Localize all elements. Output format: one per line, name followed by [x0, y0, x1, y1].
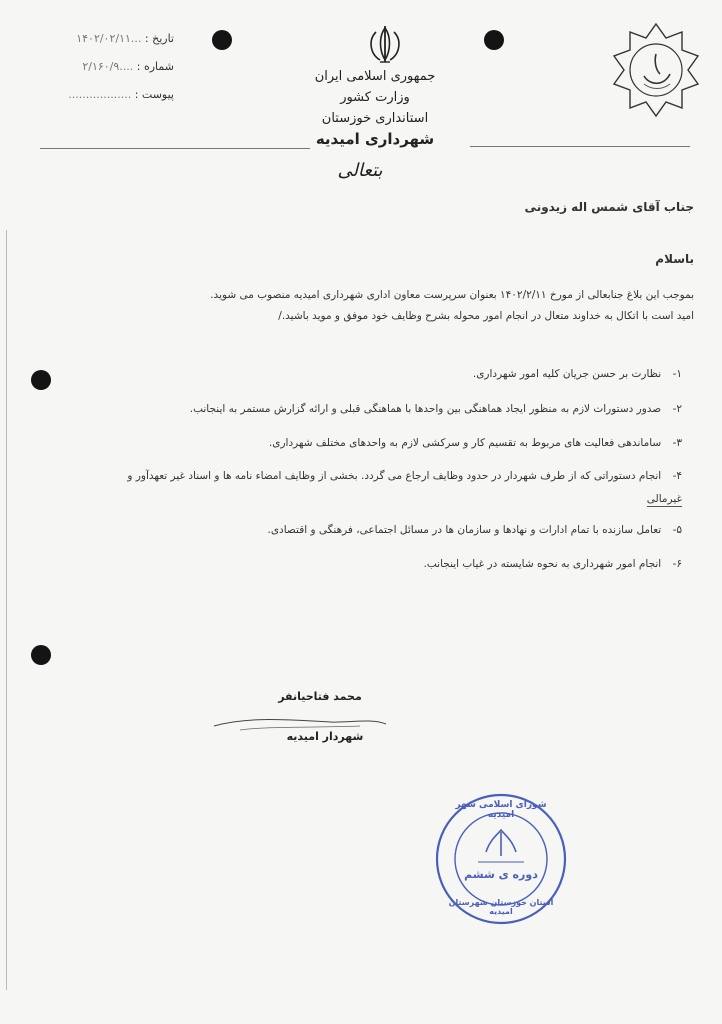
list-item	[42, 469, 682, 483]
list-item	[42, 557, 682, 571]
signer-name: محمد فتاحیانفر	[278, 690, 362, 703]
municipality-logo-icon	[608, 20, 704, 120]
number-value: ....۲/۱۶۰/۹	[82, 60, 134, 73]
item-text: تعامل سازنده با تمام ادارات و نهادها و سازمان ها در مسائل اجتماعی، فرهنگی و اقتصادی.	[267, 524, 662, 536]
date-value: ...۱۴۰۲/۰۲/۱۱	[76, 32, 142, 45]
list-item	[42, 402, 682, 416]
signer-title: شهردار امیدیه	[286, 730, 364, 743]
item-text: نظارت بر حسن جریان کلیه امور شهرداری.	[472, 368, 662, 380]
list-item	[42, 523, 682, 537]
list-item-continuation	[42, 492, 682, 506]
item-text: انجام امور شهرداری به نحوه شایسته در غیاب اینجانب.	[423, 558, 662, 570]
invocation-text: بتعالی	[337, 160, 383, 181]
paragraph-wishes: امید است با اتکال به خداوند متعال در انجام امور محوله بشرح وظایف خود موفق و موید باشید./	[278, 310, 694, 322]
item-number: ۵-	[672, 524, 682, 536]
punch-hole	[212, 30, 232, 50]
punch-hole	[484, 30, 504, 50]
header-divider-right	[470, 146, 690, 147]
country-name: جمهوری اسلامی ایران	[314, 69, 436, 84]
item-number: ۱-	[672, 368, 682, 380]
item-text-continuation: غیرمالی	[646, 493, 682, 505]
municipality-name: شهرداری امیدیه	[315, 130, 435, 148]
greeting: باسلام	[655, 252, 694, 266]
attachment-field	[14, 88, 174, 101]
item-text: انجام دستوراتی که از طرف شهردار در حدود وظایف ارجاع می گردد. بخشی از وظایف امضاء نامه ها و اسناد غیر تعهدآور و	[127, 470, 662, 482]
left-margin-line	[6, 230, 7, 990]
council-stamp	[434, 792, 568, 926]
number-label: شماره :	[136, 60, 174, 73]
list-item	[42, 367, 682, 381]
punch-hole	[31, 645, 51, 665]
attachment-label: پیوست :	[134, 88, 174, 101]
ministry-name: وزارت کشور	[340, 90, 410, 105]
attachment-value: ..................	[68, 88, 132, 101]
recipient-line: جناب آقای شمس اله زیدونی	[524, 200, 694, 214]
date-label: تاریخ :	[144, 32, 174, 45]
item-number: ۲-	[672, 403, 682, 415]
paragraph-appointment: بموجب این بلاغ جنابعالی از مورخ ۱۴۰۲/۲/۱۱ بعنوان سرپرست معاون اداری شهرداری امیدیه منصوب می شوید.	[210, 289, 694, 301]
item-number: ۴-	[672, 470, 682, 482]
number-field	[14, 60, 174, 73]
header-divider-left	[40, 148, 310, 149]
stamp-top-text: شورای اسلامی شهر امیدیه	[455, 800, 547, 820]
item-text: صدور دستورات لازم به منظور ایجاد هماهنگی بین واحدها با هماهنگی قبلی و ارائه گزارش مستمر به اینجانب.	[189, 403, 662, 415]
stamp-center-text: دوره ی ششم	[464, 868, 538, 881]
date-field	[14, 32, 174, 45]
list-item	[42, 436, 682, 450]
letterhead	[230, 66, 520, 150]
item-number: ۳-	[672, 437, 682, 449]
governorate-name: استانداری خوزستان	[321, 111, 429, 126]
stamp-bottom-text: استان خوزستان شهرستان امیدیه	[448, 898, 554, 916]
item-number: ۶-	[672, 558, 682, 570]
iran-emblem-icon	[362, 24, 408, 66]
item-text: ساماندهی فعالیت های مربوط به تقسیم کار و سرکشی لازم به واحدهای مختلف شهرداری.	[268, 437, 662, 449]
